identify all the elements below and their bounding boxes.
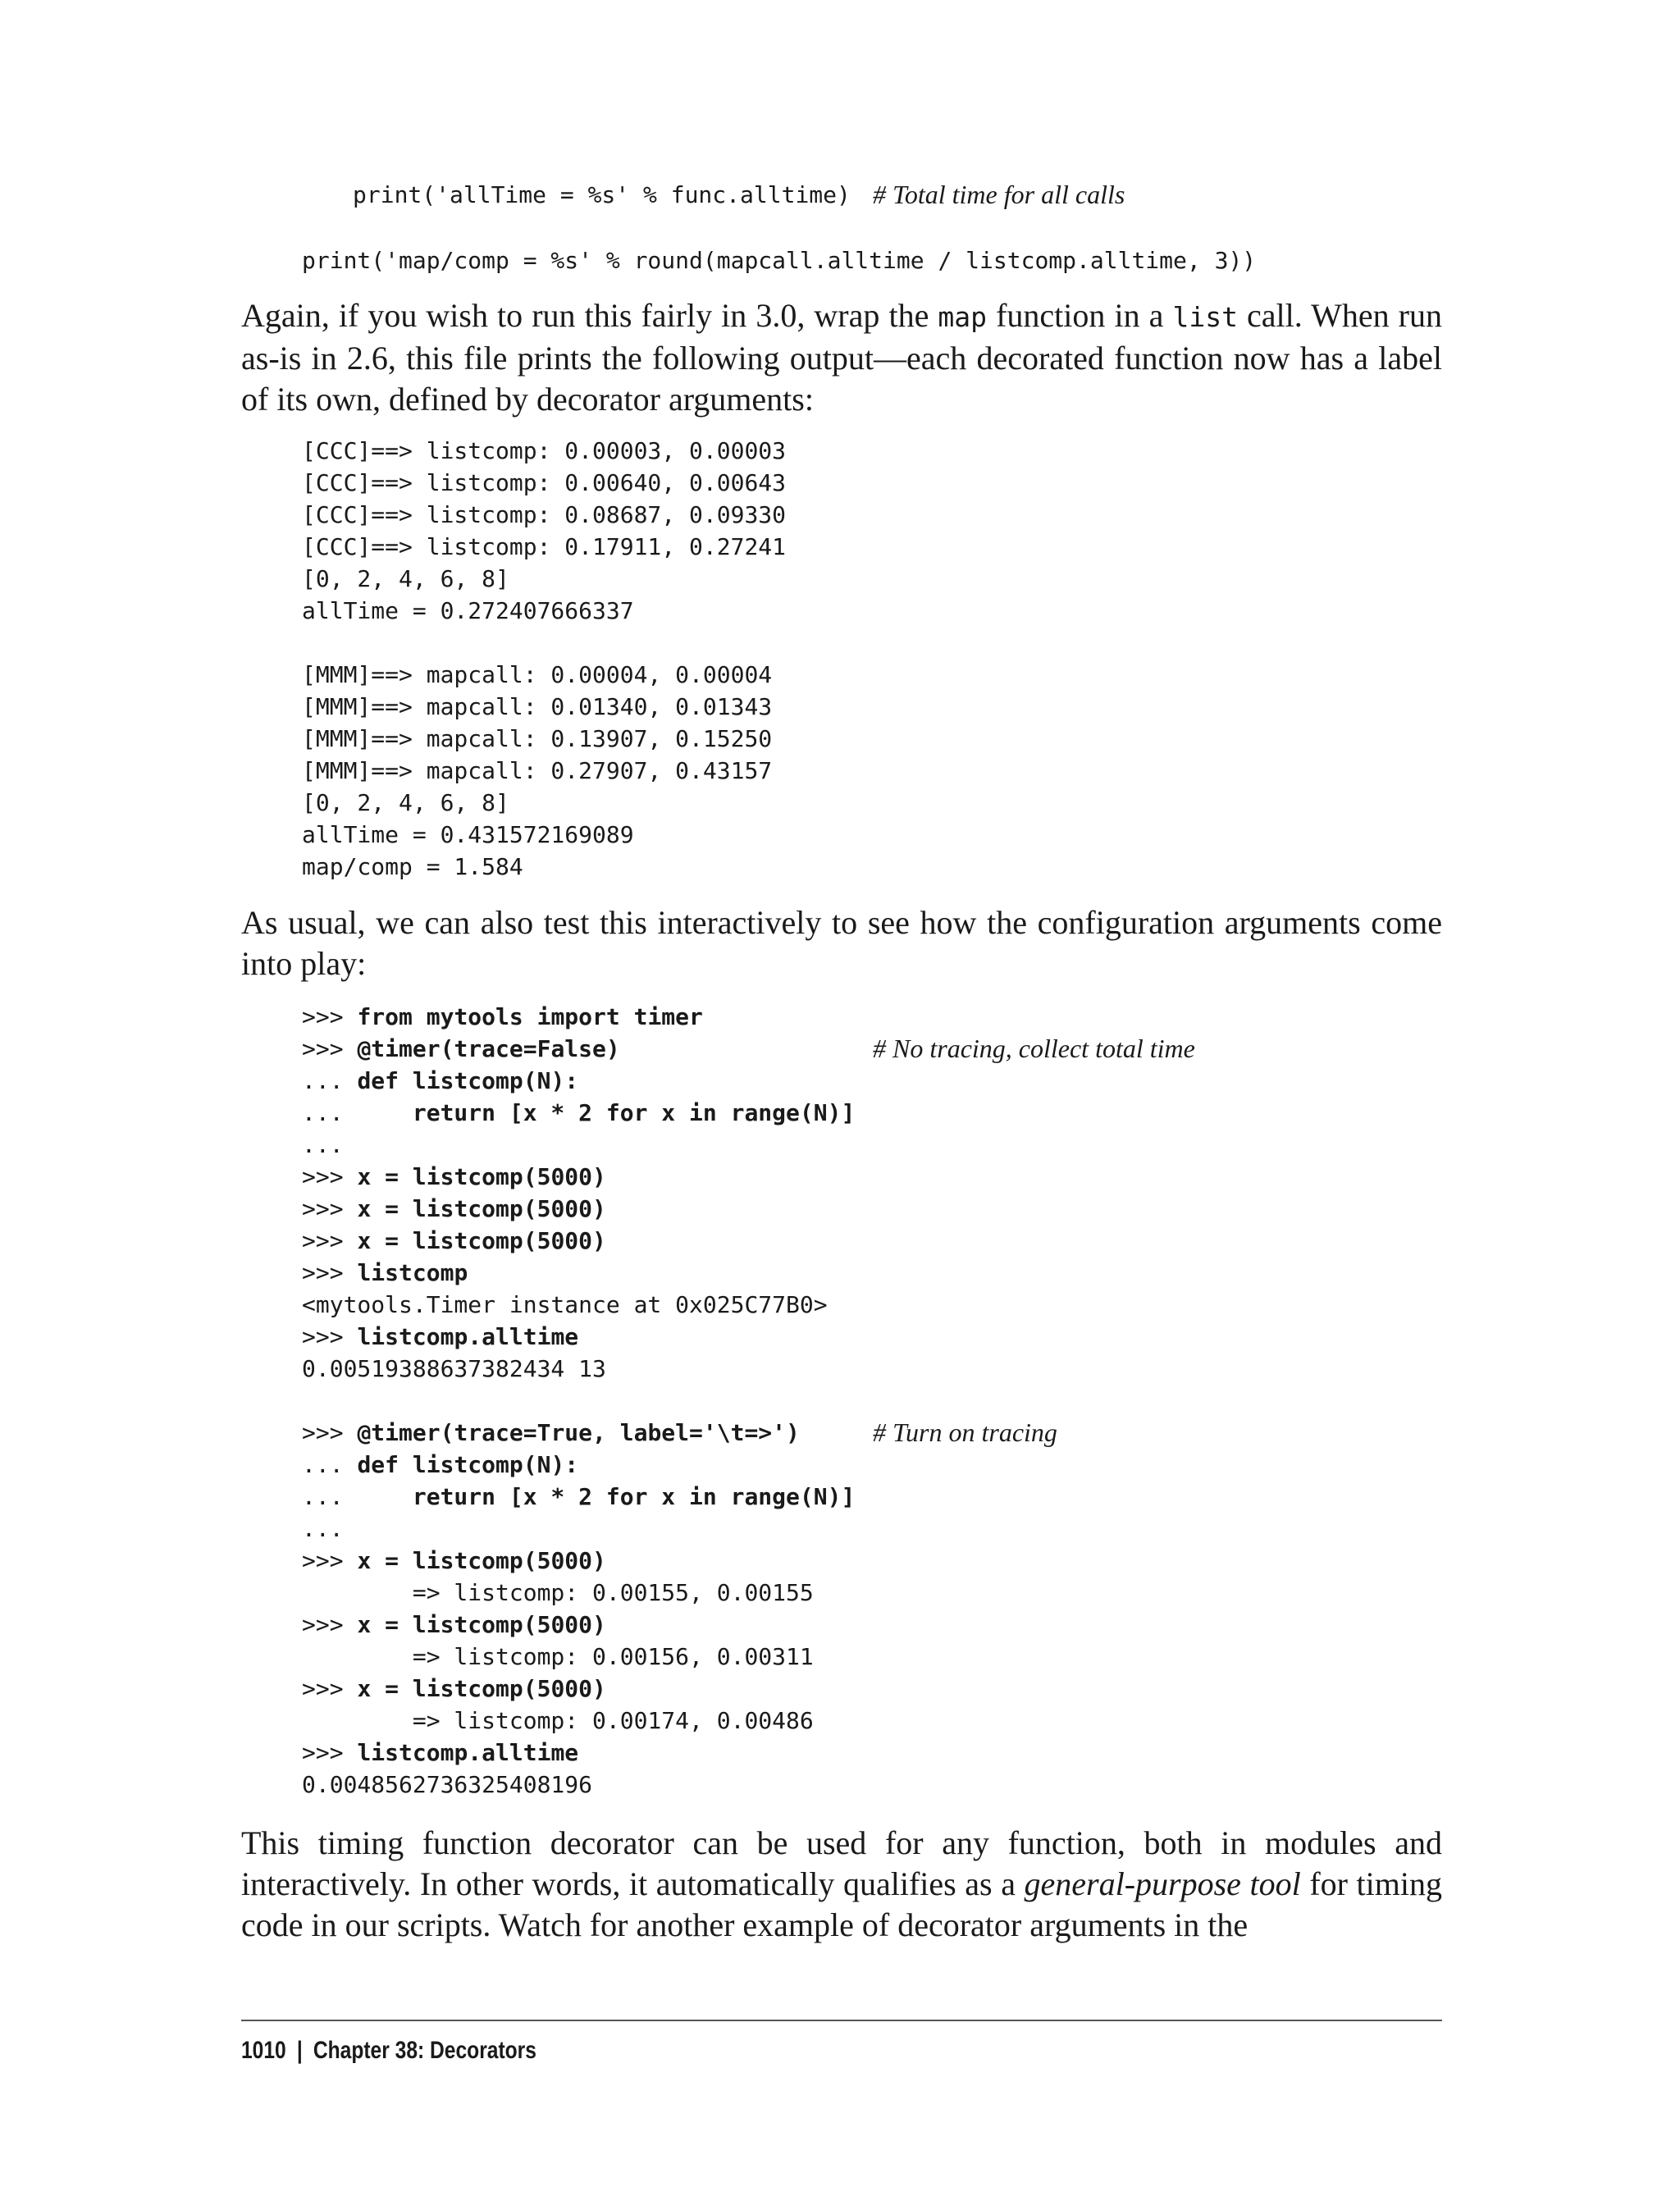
output-line: [0, 2, 4, 6, 8] <box>302 565 509 592</box>
code-comment-turn-on-tracing: # Turn on tracing <box>873 1418 1057 1447</box>
paragraph-interactive-test: As usual, we can also test this interactively to see how the configuration arguments come into play: <box>241 904 1442 982</box>
session-prompt-or-output: >>> <box>302 1227 358 1254</box>
session-typed-input: x = listcomp(5000) <box>357 1675 606 1702</box>
session-prompt-or-output: 0.0048562736325408196 <box>302 1771 593 1798</box>
session-line <box>302 1577 855 1609</box>
output-line <box>302 627 786 659</box>
session-prompt-or-output: >>> <box>302 1163 358 1190</box>
session-prompt-or-output: >>> <box>302 1675 358 1702</box>
output-line: [MMM]==> mapcall: 0.01340, 0.01343 <box>302 693 773 720</box>
page-footer <box>241 2034 536 2067</box>
output-line: [MMM]==> mapcall: 0.00004, 0.00004 <box>302 661 773 688</box>
session-typed-input: def listcomp(N): <box>357 1451 579 1478</box>
output-line: [0, 2, 4, 6, 8] <box>302 789 509 816</box>
paragraph-general-purpose-tool <box>241 1823 1442 1946</box>
session-line <box>302 1353 855 1385</box>
session-line <box>302 1193 855 1225</box>
output-line: [MMM]==> mapcall: 0.13907, 0.15250 <box>302 725 773 752</box>
session-prompt-or-output: ... <box>302 1099 413 1126</box>
session-prompt-or-output: => listcomp: 0.00155, 0.00155 <box>302 1579 814 1606</box>
session-typed-input: @timer(trace=True, label='\t=>') <box>357 1419 800 1446</box>
session-prompt-or-output: ... <box>302 1067 358 1094</box>
session-prompt-or-output: >>> <box>302 1035 358 1062</box>
session-prompt-or-output: >>> <box>302 1259 358 1286</box>
output-line: [CCC]==> listcomp: 0.00640, 0.00643 <box>302 469 787 496</box>
footer-rule <box>241 2020 1442 2021</box>
session-prompt-or-output: >>> <box>302 1739 358 1766</box>
session-typed-input: listcomp.alltime <box>357 1739 579 1766</box>
session-prompt-or-output: >>> <box>302 1323 358 1350</box>
session-line <box>302 1321 855 1353</box>
session-line <box>302 1449 855 1481</box>
session-prompt-or-output: >>> <box>302 1003 358 1030</box>
session-typed-input: x = listcomp(5000) <box>357 1195 606 1222</box>
program-output-block <box>302 435 786 883</box>
session-line <box>302 1065 855 1097</box>
paragraph-text: Again, if you wish to run this fairly in 3.0, wrap the <box>241 297 938 334</box>
session-typed-input: def listcomp(N): <box>357 1067 579 1094</box>
inline-code-map: map <box>938 301 988 333</box>
session-prompt-or-output: >>> <box>302 1611 358 1638</box>
session-typed-input: return [x * 2 for x in range(N)] <box>412 1483 856 1510</box>
session-prompt-or-output: 0.00519388637382434 13 <box>302 1355 606 1382</box>
session-typed-input: from mytools import timer <box>357 1003 703 1030</box>
chapter-title: Chapter 38: Decorators <box>313 2037 536 2064</box>
output-line: allTime = 0.272407666337 <box>302 597 634 624</box>
session-typed-input: @timer(trace=False) <box>357 1035 620 1062</box>
page-number: 1010 <box>241 2037 286 2064</box>
session-typed-input: listcomp.alltime <box>357 1323 579 1350</box>
paragraph-text: for timing code in our scripts. Watch for another example of decorator arguments in the <box>241 1865 1442 1943</box>
session-line <box>302 1737 855 1769</box>
session-prompt-or-output: >>> <box>302 1419 358 1446</box>
session-prompt-or-output: ... <box>302 1131 344 1158</box>
session-prompt-or-output: ... <box>302 1451 358 1478</box>
session-line <box>302 1481 855 1513</box>
inline-code-list: list <box>1172 301 1238 333</box>
session-prompt-or-output: <mytools.Timer instance at 0x025C77B0> <box>302 1291 828 1318</box>
session-typed-input: x = listcomp(5000) <box>357 1163 606 1190</box>
interactive-session-untraced <box>302 1001 855 1385</box>
output-line: [MMM]==> mapcall: 0.27907, 0.43157 <box>302 757 773 784</box>
session-line <box>302 1289 855 1321</box>
session-line <box>302 1673 855 1705</box>
session-line <box>302 1033 855 1065</box>
session-line <box>302 1257 855 1289</box>
emphasis-general-purpose-tool: general-purpose tool <box>1024 1865 1301 1902</box>
footer-separator: | <box>296 2037 303 2064</box>
session-line <box>302 1417 855 1449</box>
session-typed-input: listcomp <box>357 1259 468 1286</box>
session-line <box>302 1129 855 1161</box>
session-line <box>302 1161 855 1193</box>
session-prompt-or-output: ... <box>302 1483 413 1510</box>
session-line <box>302 1001 855 1033</box>
session-prompt-or-output: >>> <box>302 1195 358 1222</box>
paragraph-text: This timing function decorator can be used for any function, both in modules and interactively. In other words, it automatically qualifies as a <box>241 1824 1442 1902</box>
interactive-session-traced <box>302 1417 855 1801</box>
session-prompt-or-output: => listcomp: 0.00174, 0.00486 <box>302 1707 814 1734</box>
code-line-print-mapcomp: print('map/comp = %s' % round(mapcall.alltime / listcomp.alltime, 3)) <box>302 247 1257 274</box>
session-typed-input: x = listcomp(5000) <box>357 1227 606 1254</box>
output-line: [CCC]==> listcomp: 0.00003, 0.00003 <box>302 437 787 464</box>
session-line <box>302 1705 855 1737</box>
session-prompt-or-output: >>> <box>302 1547 358 1574</box>
paragraph-text: call. When run as-is in 2.6, this file prints the following output—each decorated function now has a label of its own, defined by decorator arguments: <box>241 297 1443 418</box>
session-line <box>302 1513 855 1545</box>
session-typed-input: x = listcomp(5000) <box>357 1611 606 1638</box>
output-line: allTime = 0.431572169089 <box>302 821 634 848</box>
code-comment-no-tracing: # No tracing, collect total time <box>873 1034 1195 1063</box>
code-comment-total-time: # Total time for all calls <box>873 180 1125 209</box>
session-line <box>302 1609 855 1641</box>
session-line <box>302 1225 855 1257</box>
session-line <box>302 1641 855 1673</box>
paragraph-text: function in a <box>987 297 1173 334</box>
session-typed-input: x = listcomp(5000) <box>357 1547 606 1574</box>
session-line <box>302 1097 855 1129</box>
session-prompt-or-output: => listcomp: 0.00156, 0.00311 <box>302 1643 814 1670</box>
session-prompt-or-output: ... <box>302 1515 344 1542</box>
output-line: [CCC]==> listcomp: 0.17911, 0.27241 <box>302 533 787 560</box>
session-typed-input: return [x * 2 for x in range(N)] <box>412 1099 856 1126</box>
session-line <box>302 1769 855 1801</box>
output-line: map/comp = 1.584 <box>302 853 523 880</box>
output-line: [CCC]==> listcomp: 0.08687, 0.09330 <box>302 501 787 528</box>
code-line-print-alltime: print('allTime = %s' % func.alltime) <box>353 181 851 208</box>
session-line <box>302 1545 855 1577</box>
paragraph-intro-output <box>241 295 1442 420</box>
